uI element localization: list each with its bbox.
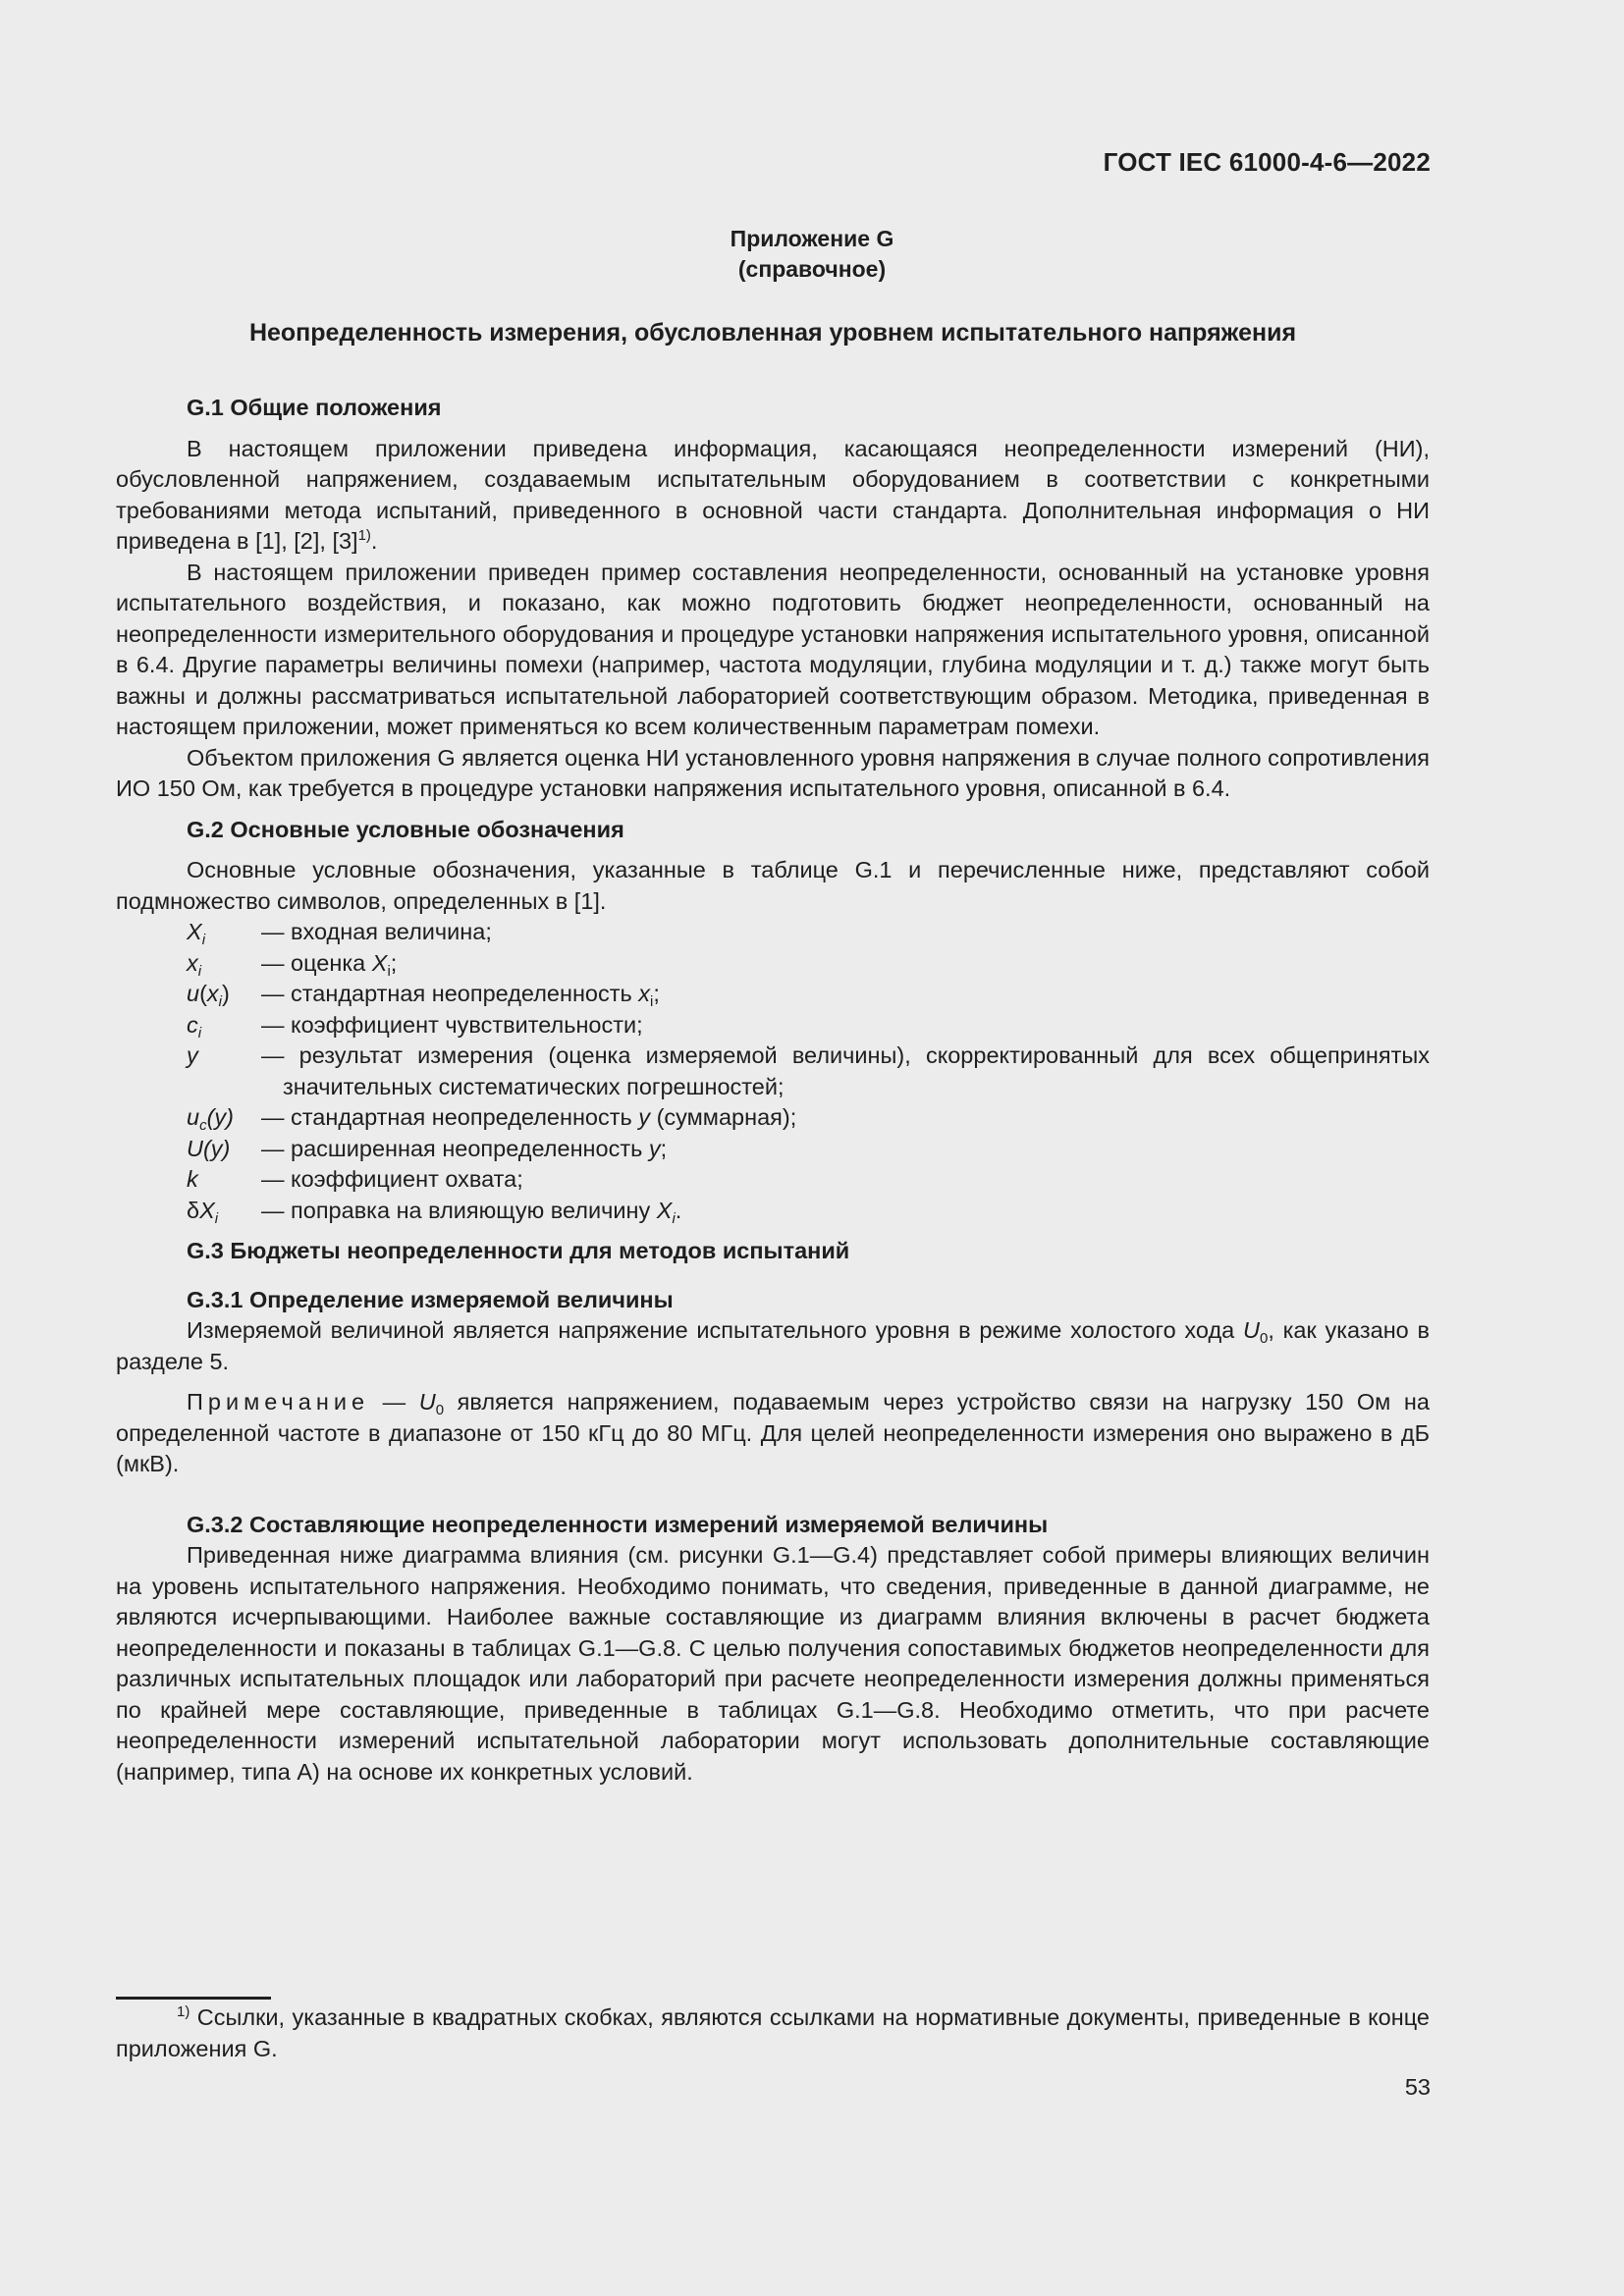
g31-paragraph: Измеряемой величиной является напряжение испытательного уровня в режиме холостого хода $U_0$, как указано в разделе 5. xyxy=(116,1317,1430,1374)
symbol-row-u-xi: $u(x_i)$ — стандартная неопределенность $x_i$; xyxy=(187,981,660,1010)
footnote: $^{1)}$ Ссылки, указанные в квадратных скобках, являются ссылками на нормативные документы, приведенные в конце приложения G. xyxy=(116,2003,1430,2061)
symbol-row-uc-y: $u_c(y)$ — стандартная неопределенность y (суммарная); xyxy=(187,1104,797,1134)
symbol-row-ci: $c_i$ — коэффициент чувствительности; xyxy=(187,1011,643,1041)
g2-intro: Основные условные обозначения, указанные в таблице G.1 и перечисленные ниже, представляют собой подмножество символов, определенных в [1]. xyxy=(116,857,1430,914)
g1-paragraph-1: В настоящем приложении приведена информация, касающаяся неопределенности измерений (НИ), обусловленной напряжением, создаваемым испытательным оборудованием в соответствии с конкретными требованиями метода испытаний, приведенного в основной части стандарта. Дополнительная информация о НИ приведена в [1], [2], $[3]^{1)}$. xyxy=(116,435,1430,554)
g1-paragraph-3: Объектом приложения G является оценка НИ установленного уровня напряжения в случае полного сопротивления ИО 150 Ом, как требуется в процедуре установки напряжения испытательного уровня, описанной в 6.4. xyxy=(116,744,1430,801)
footnote-divider xyxy=(116,1997,271,2000)
footnote-ref: 1) xyxy=(357,527,371,544)
section-g1-heading: G.1 Общие положения xyxy=(187,395,442,420)
section-g32-heading: G.3.2 Составляющие неопределенности измерений измеряемой величины xyxy=(187,1511,1049,1537)
page-number: 53 xyxy=(1404,2074,1431,2100)
annex-status: (справочное) xyxy=(737,256,887,282)
section-g3-heading: G.3 Бюджеты неопределенности для методов испытаний xyxy=(187,1238,850,1263)
section-g2-heading: G.2 Основные условные обозначения xyxy=(187,816,624,842)
symbol-row-xi-low: $x_i$ — оценка $X_i$; xyxy=(187,949,398,980)
document-body xyxy=(116,393,1430,1788)
symbol-row-xi-cap: $X_i$ — входная величина; xyxy=(187,919,492,948)
footnote-mark: 1) xyxy=(177,2003,190,2020)
symbol-row-y: y — результат измерения (оценка измеряемой величины), скорректированный для всех общепринятых значительных систематических погрешностей; xyxy=(187,1042,1430,1099)
symbol-list xyxy=(116,917,1430,1226)
symbol-row-U-y: U(y) — расширенная неопределенность y; xyxy=(187,1135,668,1161)
document-id: ГОСТ IEC 61000-4-6—2022 xyxy=(1103,147,1431,177)
g1-paragraph-2: В настоящем приложении приведен пример составления неопределенности, основанный на установке уровня испытательного воздействия, и показано, как можно подготовить бюджет неопределенности, основанный на неопределенности измерительного оборудования и процедуре установки напряжения испытательного уровня, описанной в 6.4. Другие параметры величины помехи (например, частота модуляции, глубина модуляции и т. д.) также могут быть важны и должны рассматриваться испытательной лабораторией соответствующим образом. Методика, приведенная в настоящем приложении, может применяться ко всем количественным параметрам помехи. xyxy=(116,559,1430,739)
main-title: Неопределенность измерения, обусловленная уровнем испытательного напряжения xyxy=(248,319,1297,347)
note-label: Примечание xyxy=(187,1389,370,1415)
g32-paragraph: Приведенная ниже диаграмма влияния (см. рисунки G.1—G.4) представляет собой примеры влияющих величин на уровень испытательного напряжения. Необходимо понимать, что сведения, приведенные в данной диаграмме, не являются исчерпывающими. Наиболее важные составляющие из диаграмм влияния включены в расчет бюджета неопределенности и показаны в таблицах G.1—G.8. С целью получения сопоставимых бюджетов неопределенности для различных испытательных площадок или лабораторий при расчете неопределенности измерения должны применяться по крайней мере составляющие, приведенные в таблицах G.1—G.8. Необходимо отметить, что при расчете неопределенности измерений испытательной лаборатории могут использовать дополнительные составляющие (например, типа А) на основе их конкретных условий. xyxy=(116,1542,1430,1785)
symbol-row-k: k — коэффициент охвата; xyxy=(187,1166,523,1192)
annex-title: Приложение G xyxy=(730,226,894,251)
section-g31-heading: G.3.1 Определение измеряемой величины xyxy=(187,1286,674,1312)
g31-note: Примечание — $U_0$ является напряжением, подаваемым через устройство связи на нагрузку 150 Ом на определенной частоте в диапазоне от 150 кГц до 80 МГц. Для целей неопределенности измерения оно выражено в дБ (мкВ). xyxy=(116,1389,1430,1476)
symbol-row-delta-xi: $\delta X_i$ — поправка на влияющую величину $X_i$. xyxy=(187,1197,682,1227)
